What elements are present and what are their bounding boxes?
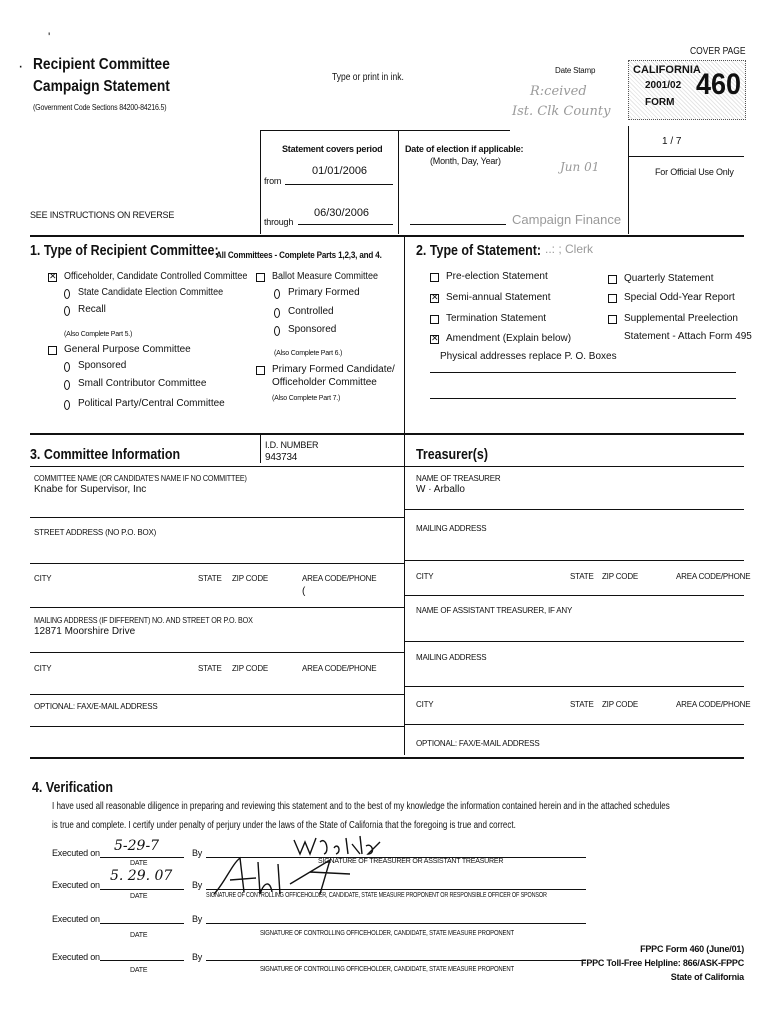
form-title-line2: Campaign Statement — [33, 78, 170, 95]
executed-on-2: Executed on — [52, 880, 100, 890]
section4-heading: 4. Verification — [32, 779, 113, 796]
controlled-radio[interactable] — [274, 308, 280, 318]
id-number-value[interactable]: 943734 — [265, 452, 298, 463]
committee-name-value[interactable]: Knabe for Supervisor, Inc — [34, 484, 147, 495]
from-label: from — [264, 176, 282, 186]
supplemental-label-1: Supplemental Preelection — [624, 313, 738, 324]
assistant-mailing-label: MAILING ADDRESS — [416, 653, 487, 662]
by-label-1: By — [192, 848, 203, 858]
executed-on-3: Executed on — [52, 914, 100, 924]
assistant-treasurer-line — [404, 641, 744, 642]
period-mid-rule — [398, 130, 399, 234]
section2-faint-stamp: ..: ; Clerk — [545, 242, 594, 256]
ballot-measure-label: Ballot Measure Committee — [272, 271, 379, 282]
date-label-2: DATE — [130, 893, 148, 900]
signature-label-3: SIGNATURE OF CONTROLLING OFFICEHOLDER, CANDIDATE, STATE MEASURE PROPONENT — [260, 930, 514, 937]
stamp-faint-4: Campaign Finance — [512, 212, 622, 227]
amendment-line-2 — [430, 398, 736, 399]
primarily-formed-cand-checkbox[interactable] — [256, 366, 265, 375]
treasurer-state-label: STATE — [570, 572, 594, 581]
section1-heading: 1. Type of Recipient Committee: — [30, 242, 219, 259]
recall-radio[interactable] — [64, 306, 70, 316]
treasurer-heading: Treasurer(s) — [416, 446, 488, 463]
sponsored-gp-label: Sponsored — [78, 360, 127, 371]
treasurer-name-line — [404, 509, 744, 510]
badge-year: 2001/02 — [645, 80, 682, 91]
section3-heading-rule — [30, 466, 404, 467]
political-party-label: Political Party/Central Committee — [78, 398, 225, 409]
executed-on-4: Executed on — [52, 952, 100, 962]
election-date-label: Date of election if applicable: — [405, 144, 524, 154]
through-label: through — [264, 217, 294, 227]
sponsored-bm-radio[interactable] — [274, 326, 280, 336]
mailing-label: MAILING ADDRESS (IF DIFFERENT) NO. AND STREET OR P.O. BOX — [34, 616, 253, 625]
assistant-zip-label: ZIP CODE — [602, 700, 639, 709]
also-part7: (Also Complete Part 7.) — [272, 395, 341, 402]
preelection-checkbox[interactable] — [430, 273, 439, 282]
assistant-city-line — [404, 724, 744, 725]
primarily-formed-label: Primary Formed — [288, 287, 360, 298]
assistant-treasurer-label: NAME OF ASSISTANT TREASURER, IF ANY — [416, 606, 573, 615]
treasurer-zip-label: ZIP CODE — [602, 572, 639, 581]
election-date-line — [410, 224, 506, 225]
city2-label: CITY — [34, 664, 52, 673]
official-use-divider — [628, 126, 629, 234]
ballot-measure-checkbox[interactable] — [256, 273, 265, 282]
area-phone-label: AREA CODE/PHONE — [302, 574, 377, 583]
signature-label-4: SIGNATURE OF CONTROLLING OFFICEHOLDER, CANDIDATE, STATE MEASURE PROPONENT — [260, 966, 514, 973]
by-label-3: By — [192, 914, 203, 924]
treasurer-area-label: AREA CODE/PHONE — [676, 572, 751, 581]
section1-note: All Committees - Complete Parts 1,2,3, and 4. — [216, 250, 382, 260]
top-mark: ' — [48, 30, 51, 44]
zip2-label: ZIP CODE — [232, 664, 269, 673]
official-use-label: For Official Use Only — [655, 167, 734, 177]
assistant-mailing-line — [404, 686, 744, 687]
sponsored-bm-label: Sponsored — [288, 324, 337, 335]
optional-line — [30, 726, 404, 727]
small-contributor-label: Small Contributor Committee — [78, 378, 207, 389]
date-line-2 — [100, 889, 184, 890]
officeholder-checkbox[interactable] — [48, 273, 57, 282]
date-stamp-label: Date Stamp — [555, 66, 596, 75]
amendment-line-1 — [430, 372, 736, 373]
treasurer-city-label: CITY — [416, 572, 434, 581]
area2-label: AREA CODE/PHONE — [302, 664, 377, 673]
date-value-1[interactable]: 5-29-7 — [114, 838, 160, 854]
stamp-faint-1: R:ceived — [530, 84, 587, 99]
executed-on-1: Executed on — [52, 848, 100, 858]
date-label-4: DATE — [130, 967, 148, 974]
special-odd-label: Special Odd-Year Report — [624, 292, 735, 303]
recall-label: Recall — [78, 304, 106, 315]
from-line — [285, 184, 393, 185]
semiannual-label: Semi-annual Statement — [446, 292, 551, 303]
zip-label: ZIP CODE — [232, 574, 269, 583]
date-label-1: DATE — [130, 860, 148, 867]
preelection-label: Pre-election Statement — [446, 271, 548, 282]
treasurer-name-value[interactable]: W · Arballo — [416, 484, 465, 495]
signature-label-2: SIGNATURE OF CONTROLLING OFFICEHOLDER, CANDIDATE, STATE MEASURE PROPONENT OR RESPONSIBLE OFFICER OF SPONSOR — [206, 892, 547, 899]
treasurer-city-line — [404, 595, 744, 596]
supplemental-label-2: Statement - Attach Form 495 — [624, 331, 752, 342]
id-number-divider — [260, 435, 261, 463]
official-use-rule — [628, 156, 744, 157]
treasurer-heading-rule — [404, 466, 744, 467]
verification-text-2: is true and complete. I certify under penalty of perjury under the laws of the State of California that the foregoing is true and correct. — [52, 820, 516, 831]
by-label-4: By — [192, 952, 203, 962]
footer-state: State of California — [670, 972, 744, 982]
type-or-print-note: Type or print in ink. — [332, 72, 404, 83]
city2-line — [30, 694, 404, 695]
candidate-signature — [210, 854, 360, 900]
form-title-line1: Recipient Committee — [33, 56, 170, 73]
stamp-faint-3: Jun 01 — [560, 160, 600, 174]
by-label-2: By — [192, 880, 203, 890]
badge-form-word: FORM — [645, 97, 675, 108]
treasurer-name-label: NAME OF TREASURER — [416, 474, 501, 483]
through-date[interactable]: 06/30/2006 — [314, 207, 370, 219]
also-part6: (Also Complete Part 6.) — [274, 350, 343, 357]
section-1-2-divider — [404, 237, 405, 433]
semiannual-checkbox[interactable] — [430, 294, 439, 303]
committee-name-line — [30, 517, 404, 518]
period-top-rule — [260, 130, 510, 131]
footer-form-id: FPPC Form 460 (June/01) — [640, 944, 744, 954]
code-sections: (Government Code Sections 84200-84216.5) — [33, 103, 167, 112]
date-line-1 — [100, 857, 184, 858]
amendment-explanation[interactable]: Physical addresses replace P. O. Boxes — [440, 351, 617, 362]
treasurer-mailing-line — [404, 560, 744, 561]
badge-form-number: 460 — [696, 68, 742, 101]
assistant-area-label: AREA CODE/PHONE — [676, 700, 751, 709]
primarily-formed-cand-label-1: Primary Formed Candidate/ — [272, 364, 395, 375]
termination-label: Termination Statement — [446, 313, 547, 324]
supplemental-checkbox[interactable] — [608, 315, 617, 324]
officeholder-label: Officeholder, Candidate Controlled Committee — [64, 271, 248, 282]
date-value-2[interactable]: 5. 29. 07 — [110, 868, 173, 884]
assistant-state-label: STATE — [570, 700, 594, 709]
state2-label: STATE — [198, 664, 222, 673]
state-label: STATE — [198, 574, 222, 583]
quarterly-checkbox[interactable] — [608, 275, 617, 284]
period-covers-label: Statement covers period — [282, 144, 383, 154]
mailing-line — [30, 652, 404, 653]
state-candidate-label: State Candidate Election Committee — [78, 287, 224, 298]
optional-label: OPTIONAL: FAX/E-MAIL ADDRESS — [34, 702, 158, 711]
city-line — [30, 607, 404, 608]
date-label-3: DATE — [130, 932, 148, 939]
section-rule-2 — [30, 433, 744, 435]
through-line — [298, 224, 393, 225]
bullet: · — [18, 58, 24, 75]
treasurer-mailing-label: MAILING ADDRESS — [416, 524, 487, 533]
stamp-faint-2: Ist. Clk County — [512, 104, 611, 119]
termination-checkbox[interactable] — [430, 315, 439, 324]
signature-line-4 — [206, 960, 586, 961]
primarily-formed-cand-label-2: Officeholder Committee — [272, 377, 377, 388]
verification-text-1: I have used all reasonable diligence in preparing and reviewing this statement and to the best of my knowledge the information contained herein and in the attached schedules — [52, 801, 670, 812]
small-contributor-radio[interactable] — [64, 380, 70, 390]
date-line-3 — [100, 923, 184, 924]
footer-helpline: FPPC Toll-Free Helpline: 866/ASK-FPPC — [581, 958, 744, 968]
date-line-4 — [100, 960, 184, 961]
see-instructions: SEE INSTRUCTIONS ON REVERSE — [30, 210, 175, 220]
general-purpose-label: General Purpose Committee — [64, 344, 191, 355]
assistant-city-label: CITY — [416, 700, 434, 709]
election-date-sub: (Month, Day, Year) — [430, 156, 501, 166]
primarily-formed-radio[interactable] — [274, 289, 280, 299]
street-line — [30, 563, 404, 564]
state-candidate-radio[interactable] — [64, 289, 70, 299]
political-party-radio[interactable] — [64, 400, 70, 410]
area-phone-paren: ( — [302, 586, 306, 597]
section-rule-3 — [30, 757, 744, 759]
mailing-value[interactable]: 12871 Moorshire Drive — [34, 626, 136, 637]
section-rule-1 — [30, 235, 744, 237]
signature-label-1: SIGNATURE OF TREASURER OR ASSISTANT TREASURER — [318, 858, 504, 865]
amendment-label: Amendment (Explain below) — [446, 333, 572, 344]
section3-heading: 3. Committee Information — [30, 446, 181, 463]
page-of: 1 / 7 — [662, 136, 682, 147]
city-label: CITY — [34, 574, 52, 583]
quarterly-label: Quarterly Statement — [624, 273, 714, 284]
from-date[interactable]: 01/01/2006 — [312, 165, 368, 177]
badge-california: CALIFORNIA — [633, 64, 701, 76]
cover-page-label: COVER PAGE — [690, 46, 746, 57]
amendment-checkbox[interactable] — [430, 335, 439, 344]
special-odd-checkbox[interactable] — [608, 294, 617, 303]
also-part5: (Also Complete Part 5.) — [64, 331, 133, 338]
period-left-rule — [260, 130, 261, 234]
sponsored-gp-radio[interactable] — [64, 362, 70, 372]
committee-name-label: COMMITTEE NAME (OR CANDIDATE'S NAME IF NO COMMITTEE) — [34, 474, 247, 483]
signature-line-3 — [206, 923, 586, 924]
general-purpose-checkbox[interactable] — [48, 346, 57, 355]
controlled-label: Controlled — [288, 306, 334, 317]
street-label: STREET ADDRESS (NO P.O. BOX) — [34, 528, 157, 537]
treasurer-optional-label: OPTIONAL: FAX/E-MAIL ADDRESS — [416, 739, 540, 748]
id-number-label: I.D. NUMBER — [265, 440, 319, 450]
section2-heading: 2. Type of Statement: — [416, 242, 541, 259]
